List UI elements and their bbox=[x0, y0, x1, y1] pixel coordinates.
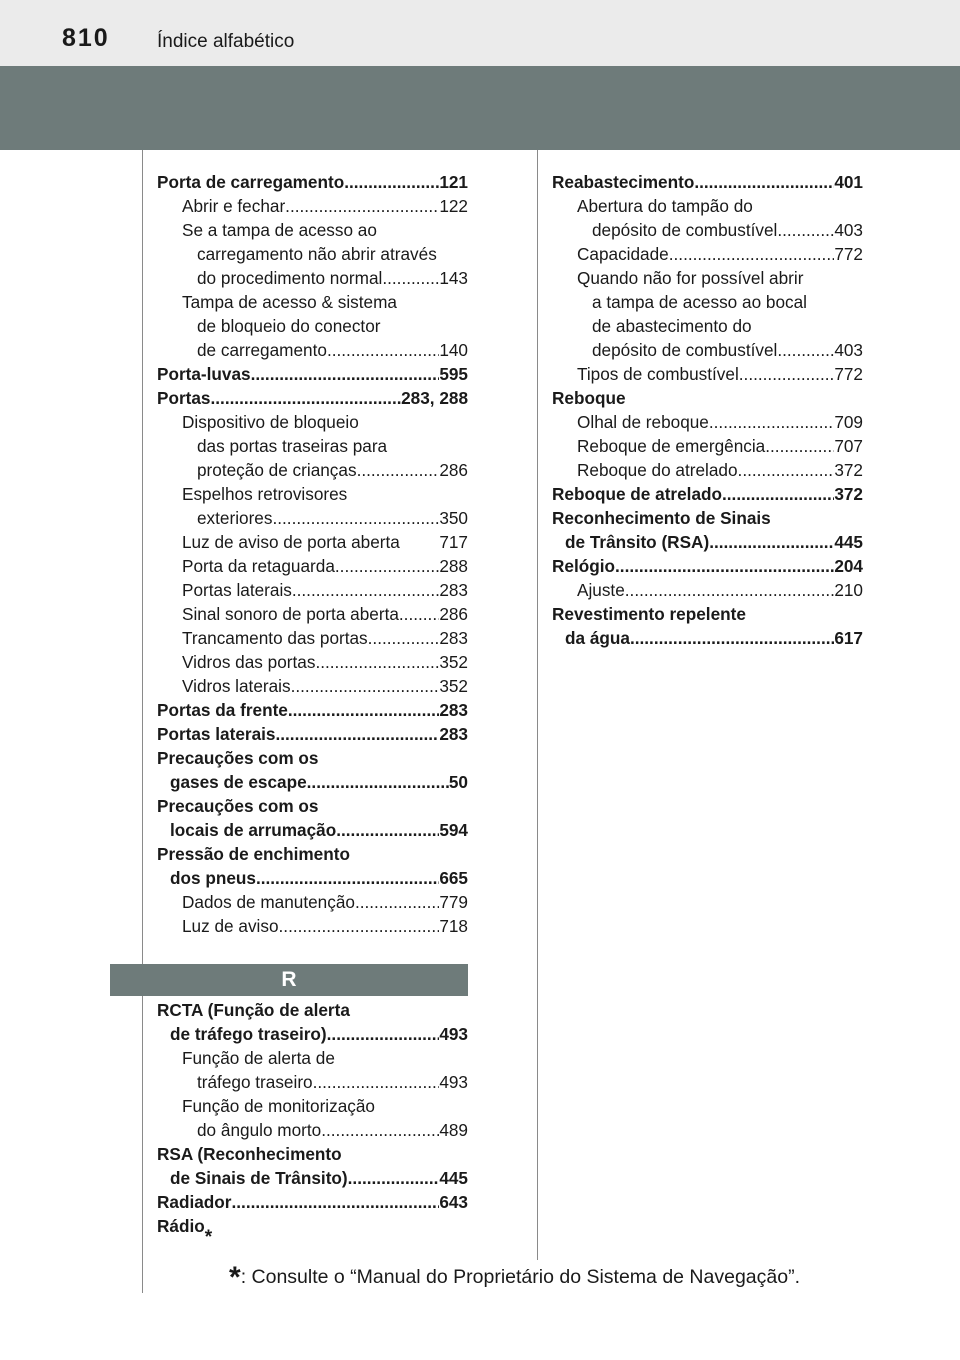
index-entry bbox=[157, 410, 468, 434]
footnote-marker: * bbox=[229, 1261, 241, 1294]
index-entry-text: Luz de aviso bbox=[182, 916, 279, 936]
dot-leader bbox=[368, 626, 440, 650]
index-entry bbox=[157, 314, 468, 338]
index-entry-page: 143 bbox=[439, 268, 468, 288]
index-entry-page: 288 bbox=[439, 556, 468, 576]
index-entry bbox=[552, 242, 863, 266]
index-entry-text: Relógio bbox=[552, 556, 616, 576]
index-entry bbox=[552, 506, 863, 530]
index-entry-page: 493 bbox=[439, 1024, 468, 1044]
dot-leader bbox=[279, 914, 440, 938]
index-entry bbox=[157, 770, 468, 794]
dot-leader bbox=[382, 266, 439, 290]
index-entry-page: 283 bbox=[439, 700, 468, 720]
page-header bbox=[0, 0, 960, 66]
index-entry-page: 493 bbox=[439, 1072, 468, 1092]
index-entry-text: de tráfego traseiro) bbox=[170, 1024, 327, 1044]
index-entry bbox=[552, 170, 863, 194]
index-entry-text: Abertura do tampão do bbox=[577, 196, 753, 216]
index-entry bbox=[552, 482, 863, 506]
index-entry-text: Sinal sonoro de porta aberta bbox=[182, 604, 399, 624]
index-entry bbox=[157, 362, 468, 386]
index-entry-text: Abrir e fechar bbox=[182, 196, 286, 216]
dot-leader bbox=[232, 1190, 440, 1214]
section-letter-r: R bbox=[110, 964, 468, 996]
dot-leader bbox=[211, 386, 402, 410]
index-entry-text: Rádio bbox=[157, 1216, 205, 1236]
index-entry-text: Portas laterais bbox=[182, 580, 292, 600]
index-entry-text: Precauções com os bbox=[157, 796, 319, 816]
index-entry-page: 352 bbox=[439, 676, 468, 696]
dot-leader bbox=[313, 1070, 440, 1094]
index-entry-text: Luz de aviso de porta aberta bbox=[182, 532, 400, 552]
index-entry bbox=[157, 194, 468, 218]
index-entry bbox=[552, 434, 863, 458]
index-column-left bbox=[157, 170, 468, 938]
index-entry bbox=[552, 554, 863, 578]
index-entry bbox=[157, 242, 468, 266]
index-entry bbox=[157, 1118, 468, 1142]
index-entry-text: Reboque de emergência bbox=[577, 436, 766, 456]
index-entry-page: 445 bbox=[439, 1168, 468, 1188]
index-entry-text: Pressão de enchimento bbox=[157, 844, 350, 864]
index-entry bbox=[157, 1166, 468, 1190]
index-entry-text: Vidros das portas bbox=[182, 652, 316, 672]
index-entry-page: 121 bbox=[439, 172, 468, 192]
index-entry-text: Vidros laterais bbox=[182, 676, 291, 696]
index-entry bbox=[157, 434, 468, 458]
dot-leader bbox=[615, 554, 834, 578]
dot-leader bbox=[739, 362, 835, 386]
index-entry-page: 283 bbox=[439, 580, 468, 600]
dot-leader bbox=[288, 698, 439, 722]
index-entry-text: do ângulo morto bbox=[197, 1120, 322, 1140]
index-entry bbox=[157, 1142, 468, 1166]
dot-leader bbox=[738, 458, 835, 482]
index-section-r bbox=[157, 998, 468, 1248]
index-entry-page: 283 bbox=[439, 724, 468, 744]
dot-leader bbox=[275, 722, 439, 746]
index-entry bbox=[157, 1190, 468, 1214]
index-entry-page: 401 bbox=[834, 172, 863, 192]
index-entry-page: 50 bbox=[448, 772, 468, 792]
index-entry bbox=[552, 626, 863, 650]
index-entry-text: Função de alerta de bbox=[182, 1048, 335, 1068]
index-entry-text: Quando não for possível abrir bbox=[577, 268, 804, 288]
footnote bbox=[229, 1261, 800, 1295]
column-divider-left bbox=[142, 150, 143, 1293]
index-entry-page: 595 bbox=[439, 364, 468, 384]
index-entry-page: 772 bbox=[834, 244, 863, 264]
index-entry-page: 372 bbox=[834, 484, 863, 504]
dot-leader bbox=[336, 818, 439, 842]
dot-leader bbox=[272, 506, 439, 530]
index-entry-text: da água bbox=[565, 628, 630, 648]
dot-leader bbox=[630, 626, 834, 650]
dot-leader bbox=[777, 338, 834, 362]
dot-leader bbox=[709, 410, 834, 434]
index-entry-text: proteção de crianças bbox=[197, 460, 357, 480]
index-entry-text: Portas da frente bbox=[157, 700, 288, 720]
dot-leader bbox=[709, 530, 834, 554]
page-number: 810 bbox=[62, 24, 110, 52]
index-entry bbox=[157, 698, 468, 722]
index-entry-text: Dispositivo de bloqueio bbox=[182, 412, 359, 432]
index-entry bbox=[552, 530, 863, 554]
dot-leader bbox=[694, 170, 834, 194]
index-entry-page: 665 bbox=[439, 868, 468, 888]
index-entry bbox=[157, 1070, 468, 1094]
index-entry-text: de Sinais de Trânsito) bbox=[170, 1168, 348, 1188]
index-entry-text: de bloqueio do conector bbox=[197, 316, 381, 336]
dot-leader bbox=[357, 458, 440, 482]
dot-leader bbox=[777, 218, 834, 242]
index-entry bbox=[157, 998, 468, 1022]
dot-leader bbox=[344, 170, 439, 194]
dot-leader bbox=[307, 770, 449, 794]
dot-leader bbox=[327, 1022, 440, 1046]
index-entry-text: Portas bbox=[157, 388, 211, 408]
dot-leader bbox=[285, 194, 439, 218]
index-entry bbox=[157, 746, 468, 770]
index-entry-page: 352 bbox=[439, 652, 468, 672]
index-entry-text: Tipos de combustível bbox=[577, 364, 739, 384]
index-entry-page: 204 bbox=[834, 556, 863, 576]
index-entry bbox=[157, 1094, 468, 1118]
index-entry-text: Portas laterais bbox=[157, 724, 276, 744]
index-entry-page: 717 bbox=[439, 532, 468, 552]
index-entry bbox=[157, 1046, 468, 1070]
index-entry bbox=[157, 386, 468, 410]
index-entry-page: 772 bbox=[834, 364, 863, 384]
index-entry-text: Ajuste bbox=[577, 580, 625, 600]
index-entry-page: 210 bbox=[834, 580, 863, 600]
index-entry bbox=[157, 602, 468, 626]
index-entry-text: Porta-luvas bbox=[157, 364, 251, 384]
index-entry-page: 122 bbox=[439, 196, 468, 216]
index-entry-text: Capacidade bbox=[577, 244, 669, 264]
index-entry bbox=[157, 626, 468, 650]
index-entry bbox=[552, 458, 863, 482]
index-entry-text: Dados de manutenção bbox=[182, 892, 355, 912]
index-entry bbox=[552, 338, 863, 362]
index-entry-text: de Trânsito (RSA) bbox=[565, 532, 710, 552]
index-entry-text: a tampa de acesso ao bocal bbox=[592, 292, 807, 312]
dot-leader bbox=[335, 554, 439, 578]
index-entry-page: 283, 288 bbox=[401, 388, 468, 408]
index-entry bbox=[157, 890, 468, 914]
index-entry-text: Espelhos retrovisores bbox=[182, 484, 348, 504]
index-entry-page: 140 bbox=[439, 340, 468, 360]
index-entry-text: Reconhecimento de Sinais bbox=[552, 508, 771, 528]
dot-leader bbox=[292, 578, 439, 602]
index-entry bbox=[157, 1022, 468, 1046]
index-entry-text: Reboque bbox=[552, 388, 626, 408]
index-column-right bbox=[552, 170, 863, 650]
index-entry-text: Porta da retaguarda bbox=[182, 556, 335, 576]
index-entry-text: de abastecimento do bbox=[592, 316, 752, 336]
index-entry bbox=[157, 482, 468, 506]
index-entry bbox=[157, 650, 468, 674]
index-entry bbox=[157, 170, 468, 194]
index-entry-page: 286 bbox=[439, 460, 468, 480]
index-entry bbox=[552, 290, 863, 314]
index-entry bbox=[552, 194, 863, 218]
dot-leader bbox=[625, 578, 835, 602]
index-entry-text: Olhal de reboque bbox=[577, 412, 709, 432]
dot-leader bbox=[399, 602, 439, 626]
index-entry bbox=[157, 914, 468, 938]
index-entry-page: 707 bbox=[834, 436, 863, 456]
index-entry-text: Reboque do atrelado bbox=[577, 460, 738, 480]
index-entry-page: 372 bbox=[834, 460, 863, 480]
index-entry-text: do procedimento normal bbox=[197, 268, 383, 288]
index-entry-text: dos pneus bbox=[170, 868, 256, 888]
index-entry-text: depósito de combustível bbox=[592, 340, 778, 360]
index-entry bbox=[157, 290, 468, 314]
index-entry-page: 403 bbox=[834, 340, 863, 360]
index-entry-page: 286 bbox=[439, 604, 468, 624]
index-entry-text: Se a tampa de acesso ao bbox=[182, 220, 377, 240]
dot-leader bbox=[321, 1118, 439, 1142]
index-entry-text: RCTA (Função de alerta bbox=[157, 1000, 350, 1020]
index-entry-text: Reabastecimento bbox=[552, 172, 695, 192]
index-entry bbox=[157, 842, 468, 866]
dot-leader bbox=[251, 362, 440, 386]
index-entry bbox=[157, 554, 468, 578]
index-entry bbox=[157, 338, 468, 362]
index-entry-page: 709 bbox=[834, 412, 863, 432]
header-band bbox=[0, 66, 960, 150]
index-entry bbox=[157, 530, 468, 554]
index-entry-text: das portas traseiras para bbox=[197, 436, 388, 456]
dot-leader bbox=[315, 650, 439, 674]
index-entry-text: tráfego traseiro bbox=[197, 1072, 313, 1092]
dot-leader bbox=[765, 434, 834, 458]
index-entry bbox=[157, 722, 468, 746]
index-entry-page: 594 bbox=[439, 820, 468, 840]
index-entry bbox=[157, 218, 468, 242]
index-entry bbox=[157, 674, 468, 698]
index-entry bbox=[552, 578, 863, 602]
index-entry-text: Porta de carregamento bbox=[157, 172, 345, 192]
index-entry bbox=[157, 794, 468, 818]
index-entry-text: RSA (Reconhecimento bbox=[157, 1144, 342, 1164]
index-entry-text: carregamento não abrir através bbox=[197, 244, 437, 264]
index-entry bbox=[552, 602, 863, 626]
index-entry-page: 350 bbox=[439, 508, 468, 528]
dot-leader bbox=[669, 242, 835, 266]
index-entry-text: Precauções com os bbox=[157, 748, 319, 768]
index-entry bbox=[552, 362, 863, 386]
index-entry bbox=[157, 506, 468, 530]
index-entry bbox=[552, 386, 863, 410]
index-entry-text: exteriores bbox=[197, 508, 273, 528]
index-entry-page: 718 bbox=[439, 916, 468, 936]
index-entry-text: Trancamento das portas bbox=[182, 628, 368, 648]
dot-leader bbox=[348, 1166, 440, 1190]
index-entry bbox=[552, 266, 863, 290]
index-entry bbox=[157, 266, 468, 290]
footnote-text: : Consulte o “Manual do Proprietário do Sistema de Navegação”. bbox=[240, 1266, 800, 1288]
index-entry-text: gases de escape bbox=[170, 772, 307, 792]
index-entry-page: 489 bbox=[439, 1120, 468, 1140]
index-entry: Rádio * bbox=[157, 1216, 213, 1248]
index-entry bbox=[552, 218, 863, 242]
column-divider-middle bbox=[537, 150, 538, 1260]
dot-leader bbox=[327, 338, 439, 362]
index-entry-page: 617 bbox=[834, 628, 863, 648]
index-entry bbox=[157, 458, 468, 482]
page-title: Índice alfabético bbox=[157, 31, 295, 52]
index-entry-text: Reboque de atrelado bbox=[552, 484, 722, 504]
index-entry bbox=[552, 314, 863, 338]
index-entry-page: 445 bbox=[834, 532, 863, 552]
dot-leader bbox=[722, 482, 834, 506]
index-entry-page: 283 bbox=[439, 628, 468, 648]
dot-leader bbox=[256, 866, 439, 890]
dot-leader bbox=[355, 890, 439, 914]
index-entry bbox=[157, 866, 468, 890]
index-entry-page: 403 bbox=[834, 220, 863, 240]
index-entry bbox=[552, 410, 863, 434]
index-entry-text: Revestimento repelente bbox=[552, 604, 746, 624]
index-entry-page: 643 bbox=[439, 1192, 468, 1212]
index-entry-text: locais de arrumação bbox=[170, 820, 337, 840]
index-entry bbox=[157, 818, 468, 842]
index-entry-text: Radiador bbox=[157, 1192, 232, 1212]
index-entry-text: depósito de combustível bbox=[592, 220, 778, 240]
dot-leader bbox=[291, 674, 440, 698]
index-entry-text: Tampa de acesso & sistema bbox=[182, 292, 397, 312]
index-entry-text: de carregamento bbox=[197, 340, 327, 360]
index-entry-text: Função de monitorização bbox=[182, 1096, 375, 1116]
index-entry-page: 779 bbox=[439, 892, 468, 912]
index-entry bbox=[157, 578, 468, 602]
